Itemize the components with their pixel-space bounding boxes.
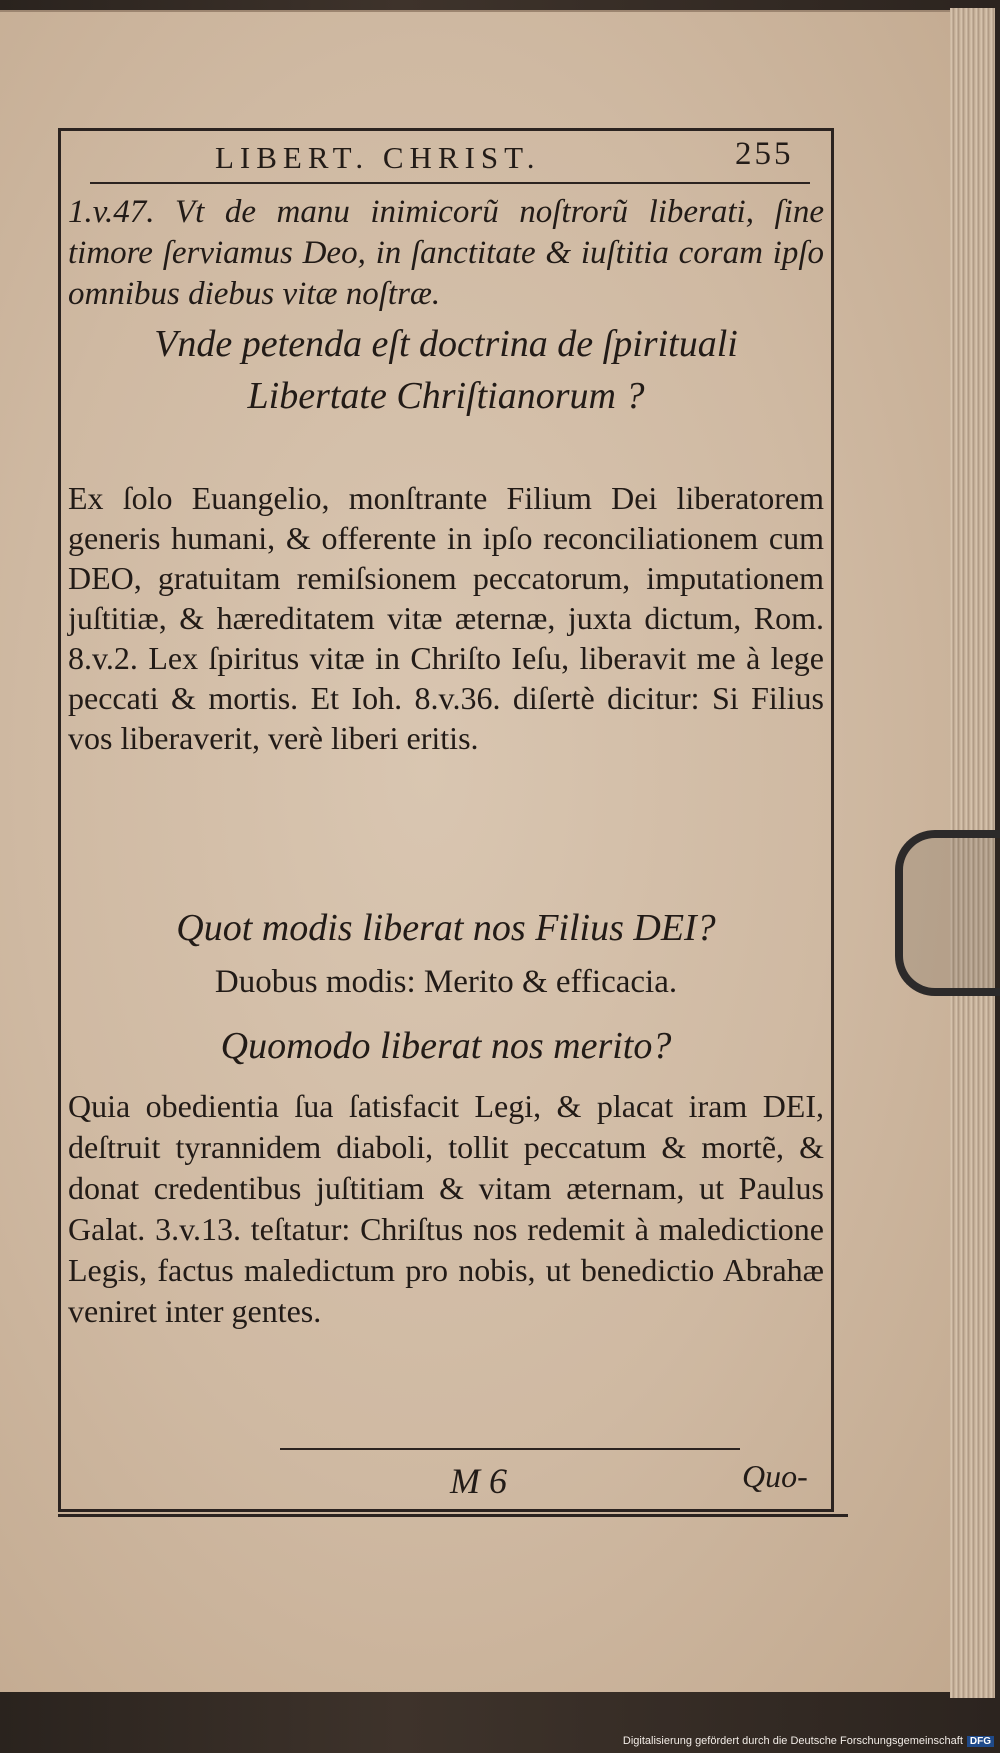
answer-3: Quia obedientia ſua ſatisfacit Legi, & placat iram DEI, deſtruit tyrannidem diaboli, tollit peccatum & mortẽ, & donat credentibus juſtitiam & vitam æternam, ut Paulus Galat. 3.v.13. teſtatur: Chriſtus nos redemit à maledictione Legis, factus maledictum pro nobis, ut benedictio Abrahæ veniret inter gentes. <box>68 1088 824 1329</box>
answer-2: Duobus modis: Merito & efficacia. <box>214 964 678 1000</box>
book-clip <box>895 830 1000 996</box>
credit-text: Digitalisierung gefördert durch die Deutsche Forschungsgemeinschaft <box>622 1735 963 1747</box>
running-head: LIBERT. CHRIST. <box>215 140 541 175</box>
digitization-credit <box>623 1735 994 1747</box>
question-2: Quot modis liberat nos Filius DEI? <box>176 907 716 949</box>
bottom-rule <box>58 1514 848 1517</box>
catchword: Quo- <box>742 1458 808 1494</box>
header-rule <box>90 182 810 184</box>
question-1: Vnde petenda eſt doctrina de ſpirituali Libertate Chriſtianorum ? <box>154 323 738 417</box>
page-number: 255 <box>735 136 794 172</box>
answer-1: Ex ſolo Euangelio, monſtrante Filium Dei liberatorem generis humani, & offerente in ipſo reconciliationem cum DEO, gratuitam remiſsionem peccatorum, imputationem juſtitiæ, & hæreditatem vitæ æternæ, juxta dictum, Rom. 8.v.2. Lex ſpiritus vitæ in Chriſto Ieſu, liberavit me à lege peccati & mortis. Et Ioh. 8.v.36. diſertè dicitur: Si Filius vos liberaverit, verè liberi eritis. <box>68 480 824 756</box>
footer-rule <box>280 1448 740 1450</box>
dfg-logo: DFG <box>967 1736 994 1747</box>
question-3: Quomodo liberat nos merito? <box>220 1025 672 1067</box>
signature-mark: M 6 <box>450 1461 507 1501</box>
intro-text: 1.v.47. Vt de manu inimicorũ noſtrorũ liberati, ſine timore ſerviamus Deo, in ſanctitate & iuſtitia coram ipſo omnibus diebus vitæ noſtræ. <box>68 194 824 312</box>
